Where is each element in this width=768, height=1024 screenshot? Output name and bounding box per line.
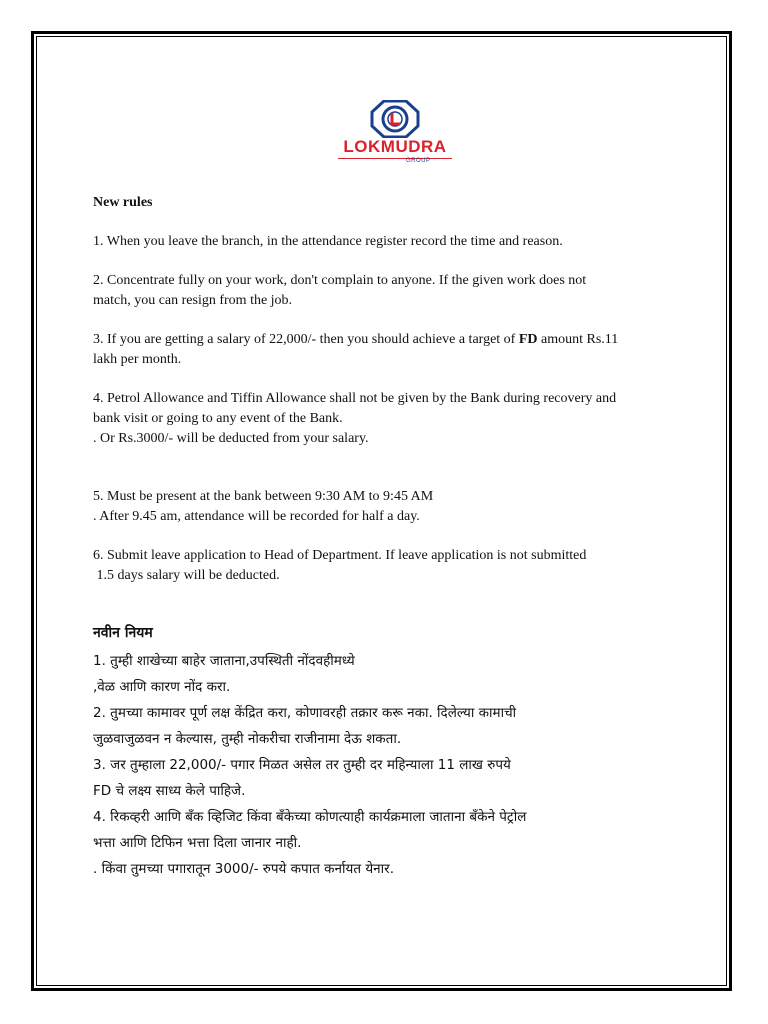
marathi-line-2: ,वेळ आणि कारण नोंद करा.	[93, 679, 231, 695]
marathi-heading: नवीन नियम	[93, 625, 153, 641]
rule-1-line-1: 1. When you leave the branch, in the attendance register record the time and reason.	[93, 234, 563, 249]
rule-3	[93, 330, 693, 370]
rule-4-line-1: 4. Petrol Allowance and Tiffin Allowance shall not be given by the Bank during recovery and	[93, 391, 617, 406]
marathi-line-6: FD चे लक्ष्य साध्य केले पाहिजे.	[93, 783, 246, 799]
logo-underline	[338, 158, 452, 159]
marathi-line-3: 2. तुमच्या कामावर पूर्ण लक्ष केंद्रित करा, कोणावरही तक्रार करू नका. दिलेल्या कामाची	[93, 705, 517, 721]
marathi-line-1: 1. तुम्ही शाखेच्या बाहेर जाताना,उपस्थिती नोंदवहीमध्ये	[93, 653, 355, 669]
rule-2-line-1: 2. Concentrate fully on your work, don't complain to anyone. If the given work does not	[93, 273, 587, 288]
rule-5-line-1: 5. Must be present at the bank between 9:30 AM to 9:45 AM	[93, 489, 434, 504]
rule-4-line-2: bank visit or going to any event of the Bank.	[93, 411, 343, 426]
rule-6-line-1: 6. Submit leave application to Head of Department. If leave application is not submitted	[93, 548, 587, 563]
rule-3-text-post: amount Rs.11	[537, 332, 619, 347]
rule-4	[93, 389, 693, 449]
rule-6	[93, 546, 693, 586]
rule-3-text-pre: 3. If you are getting a salary of 22,000/- then you should achieve a target of	[93, 332, 519, 347]
marathi-line-5: 3. जर तुम्हाला 22,000/- पगार मिळत असेल तर तुम्ही दर महिन्याला 11 लाख रुपये	[93, 757, 511, 773]
marathi-line-8: भत्ता आणि टिफिन भत्ता दिला जानार नाही.	[93, 835, 302, 851]
rule-3-fd-bold: FD	[518, 332, 538, 347]
rule-3-line-2: lakh per month.	[93, 352, 182, 367]
logo-brand-text: LOKMUDRA	[343, 137, 447, 156]
lokmudra-logo	[330, 96, 460, 174]
marathi-rules	[93, 620, 693, 882]
rule-6-line-2: 1.5 days salary will be deducted.	[93, 568, 280, 583]
rule-4-line-3: . Or Rs.3000/- will be deducted from your salary.	[93, 431, 369, 446]
english-heading: New rules	[93, 195, 153, 210]
lokmudra-emblem-icon	[368, 100, 422, 138]
marathi-line-7: 4. रिकव्हरी आणि बँक व्हिजिट किंवा बँकेच्या कोणत्याही कार्यक्रमाला जाताना बँकेने पेट्रोल	[93, 809, 527, 825]
rule-5	[93, 487, 693, 527]
marathi-line-4: जुळवाजुळवन न केल्यास, तुम्ही नोकरीचा राजीनामा देऊ शकता.	[93, 731, 402, 747]
rule-3-line-1	[93, 330, 693, 350]
rule-2-line-2: match, you can resign from the job.	[93, 293, 293, 308]
rule-1	[93, 232, 693, 252]
english-rules	[93, 193, 693, 605]
rule-2	[93, 271, 693, 311]
rule-5-line-2: . After 9.45 am, attendance will be recorded for half a day.	[93, 509, 420, 524]
logo-group-text: GROUP	[406, 158, 431, 164]
marathi-line-9: . किंवा तुमच्या पगारातून 3000/- रुपये कपात कर्नायत येनार.	[93, 861, 394, 877]
